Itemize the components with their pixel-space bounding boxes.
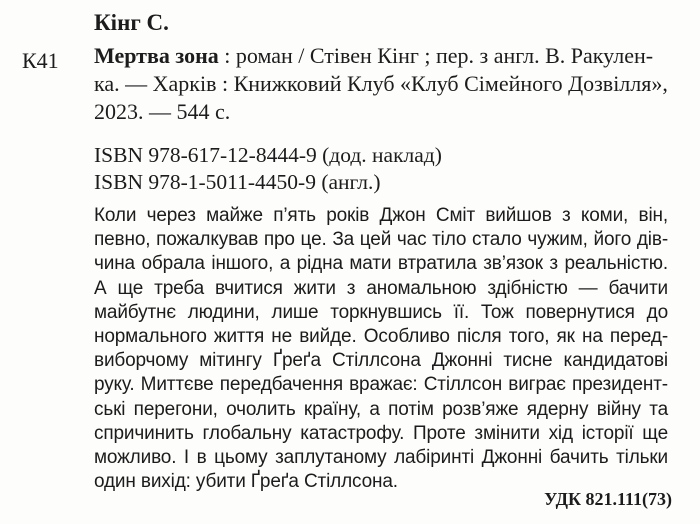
author-code: К41: [22, 48, 59, 73]
annotation-line: можливо. І в цьому заплутаному лабіринті Джонні бачить тільки: [94, 447, 668, 469]
annotation-line: спричинить глобальну катастрофу. Проте змінити хід історії ще: [94, 422, 668, 444]
isbn-line: ISBN 978-1-5011-4450-9 (англ.): [94, 170, 381, 194]
annotation-line: майбутнє людини, лише торкнувшись її. Тож повернутися до: [94, 301, 668, 323]
author-heading: Кінг С.: [94, 10, 169, 35]
annotation-paragraph: [94, 204, 668, 494]
annotation-line: виборчому мітингу Ґреґа Стіллсона Джонні тисне кандидатові: [94, 350, 668, 372]
annotation-line: чина обрала іншого, а рідна мати втратила зв’язок з реальністю.: [94, 253, 668, 275]
annotation-line: ські перегони, очолить країну, а потім розв’яже ядерну війну та: [94, 398, 668, 420]
biblio-line-1: [94, 42, 668, 70]
biblio-line-3: 2023. — 544 с.: [94, 99, 231, 124]
biblio-line-1-rest: : роман / Стівен Кінг ; пер. з англ. В. Ракулен-: [218, 43, 654, 68]
udk-classification: УДК 821.111(73): [544, 489, 672, 509]
bibliographic-description: [94, 42, 668, 126]
biblio-line-2: ка. — Харків : Книжковий Клуб «Клуб Сімейного Дозвілля»,: [94, 71, 668, 96]
annotation-line: А ще треба вчитися жити з аномальною здібністю — бачити: [94, 277, 668, 299]
annotation-line: нормального життя не вийде. Особливо після того, як на перед-: [94, 326, 668, 348]
isbn-block: [94, 142, 442, 196]
annotation-line: певно, пожалкував про це. За цей час тіло стало чужим, його дів-: [94, 229, 668, 251]
annotation-line: один вихід: убити Ґреґа Стіллсона.: [94, 471, 398, 493]
annotation-line: Коли через майже п’ять років Джон Сміт вийшов з коми, він,: [94, 205, 668, 226]
isbn-line: ISBN 978-617-12-8444-9 (дод. наклад): [94, 143, 442, 167]
annotation-line: руку. Миттєве передбачення вражає: Стіллсон виграє президент-: [94, 374, 668, 396]
book-title: Мертва зона: [94, 43, 219, 68]
